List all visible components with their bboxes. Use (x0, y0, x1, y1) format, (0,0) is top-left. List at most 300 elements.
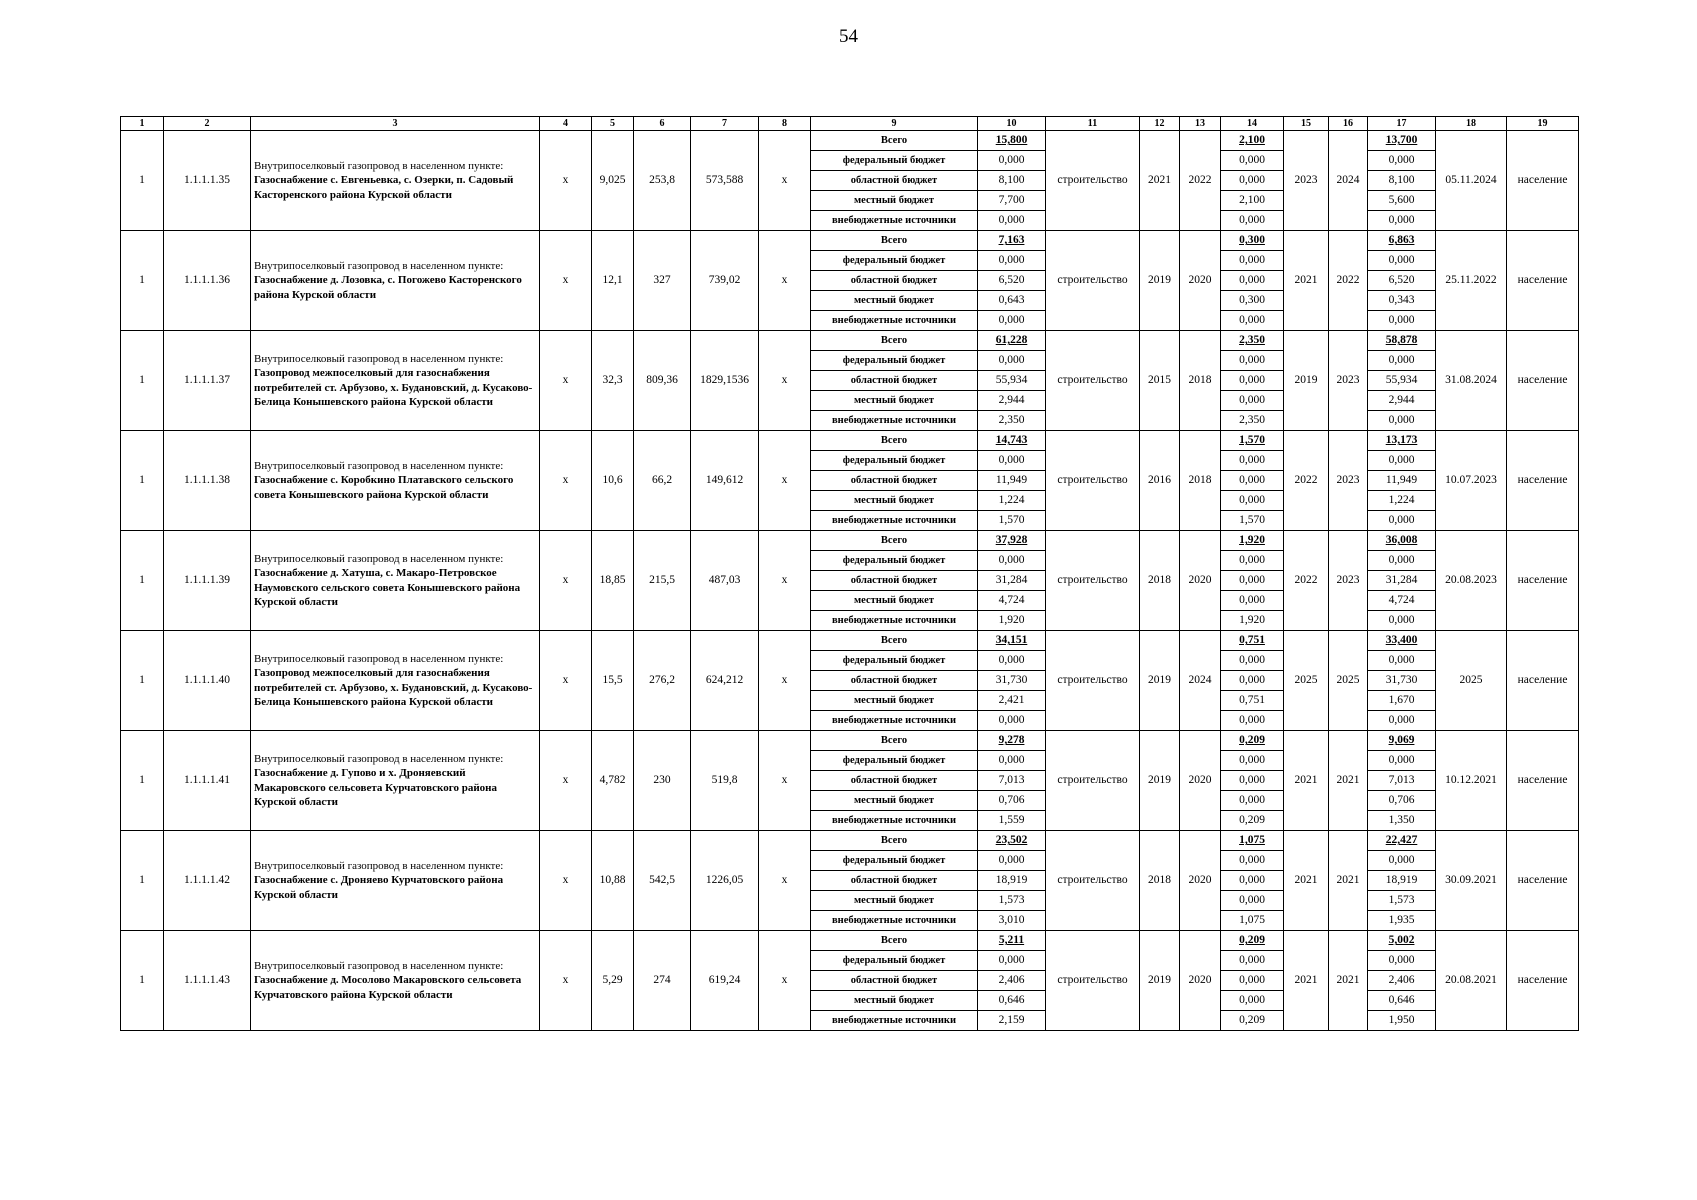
table-row (121, 631, 1579, 651)
cell-amount-col17: 0,646 (1368, 991, 1436, 1011)
cell-amount-col14: 1,075 (1221, 831, 1284, 851)
cell-funding-source: местный бюджет (811, 791, 978, 811)
cell-object-name (251, 131, 540, 231)
cell-total-amount: 11,949 (978, 471, 1046, 491)
cell-amount-col17: 31,730 (1368, 671, 1436, 691)
cell-index: 1 (121, 631, 164, 731)
cell-amount-col14: 1,075 (1221, 911, 1284, 931)
cell-total-amount: 2,406 (978, 971, 1046, 991)
cell-amount-col14: 2,350 (1221, 411, 1284, 431)
cell-amount-col14: 1,570 (1221, 431, 1284, 451)
cell-amount-col17: 0,000 (1368, 251, 1436, 271)
cell-col6: 274 (634, 931, 691, 1031)
cell-year-col15: 2019 (1284, 331, 1329, 431)
cell-funding-source: внебюджетные источники (811, 1011, 978, 1031)
cell-length: 4,782 (592, 731, 634, 831)
cell-funding-source: внебюджетные источники (811, 411, 978, 431)
cell-col7: 487,03 (691, 531, 759, 631)
cell-work-type: строительство (1046, 431, 1140, 531)
object-name-title: Газоснабжение д. Лозовка, с. Погожево Касторенского района Курской области (254, 274, 522, 301)
cell-total-amount: 0,643 (978, 291, 1046, 311)
cell-year-col16: 2022 (1329, 231, 1368, 331)
cell-beneficiary: население (1507, 731, 1579, 831)
cell-amount-col17: 0,000 (1368, 751, 1436, 771)
cell-amount-col14: 0,000 (1221, 571, 1284, 591)
cell-amount-col17: 0,000 (1368, 311, 1436, 331)
column-number-19: 19 (1507, 117, 1579, 131)
cell-completion-date: 20.08.2021 (1436, 931, 1507, 1031)
cell-funding-source: внебюджетные источники (811, 611, 978, 631)
object-name-lead: Внутрипоселковый газопровод в населенном пункте: (254, 752, 504, 765)
cell-amount-col14: 0,000 (1221, 751, 1284, 771)
cell-amount-col14: 0,000 (1221, 951, 1284, 971)
column-number-18: 18 (1436, 117, 1507, 131)
cell-year-col15: 2021 (1284, 831, 1329, 931)
cell-code: 1.1.1.1.43 (164, 931, 251, 1031)
cell-amount-col14: 0,300 (1221, 291, 1284, 311)
cell-total-amount: 31,284 (978, 571, 1046, 591)
cell-total-amount: 5,211 (978, 931, 1046, 951)
cell-funding-source: местный бюджет (811, 291, 978, 311)
cell-col7: 624,212 (691, 631, 759, 731)
cell-amount-col17: 6,520 (1368, 271, 1436, 291)
column-number-1: 1 (121, 117, 164, 131)
column-number-16: 16 (1329, 117, 1368, 131)
cell-funding-source: областной бюджет (811, 771, 978, 791)
cell-start-year: 2019 (1140, 231, 1180, 331)
cell-code: 1.1.1.1.39 (164, 531, 251, 631)
cell-length: 9,025 (592, 131, 634, 231)
cell-col8: х (759, 131, 811, 231)
cell-beneficiary: население (1507, 931, 1579, 1031)
cell-col4: х (540, 731, 592, 831)
column-number-5: 5 (592, 117, 634, 131)
cell-total-amount: 9,278 (978, 731, 1046, 751)
cell-end-year: 2024 (1180, 631, 1221, 731)
cell-year-col16: 2024 (1329, 131, 1368, 231)
object-name-title: Газоснабжение д. Гупово и х. Дроняевский Макаровского сельсовета Курчатовского района Курской области (254, 767, 497, 808)
cell-beneficiary: население (1507, 531, 1579, 631)
cell-amount-col17: 7,013 (1368, 771, 1436, 791)
cell-completion-date: 31.08.2024 (1436, 331, 1507, 431)
cell-col8: х (759, 231, 811, 331)
table-row (121, 331, 1579, 351)
cell-object-name (251, 231, 540, 331)
cell-work-type: строительство (1046, 831, 1140, 931)
cell-total-amount: 0,000 (978, 211, 1046, 231)
cell-total-amount: 7,700 (978, 191, 1046, 211)
cell-amount-col17: 4,724 (1368, 591, 1436, 611)
cell-amount-col17: 0,000 (1368, 451, 1436, 471)
cell-object-name (251, 731, 540, 831)
cell-funding-source: Всего (811, 231, 978, 251)
cell-total-amount: 3,010 (978, 911, 1046, 931)
cell-total-amount: 1,920 (978, 611, 1046, 631)
cell-col8: х (759, 731, 811, 831)
cell-amount-col14: 0,000 (1221, 711, 1284, 731)
cell-year-col15: 2022 (1284, 431, 1329, 531)
object-name-lead: Внутрипоселковый газопровод в населенном пункте: (254, 552, 504, 565)
cell-col6: 809,36 (634, 331, 691, 431)
cell-amount-col14: 0,000 (1221, 791, 1284, 811)
column-number-10: 10 (978, 117, 1046, 131)
cell-total-amount: 0,646 (978, 991, 1046, 1011)
cell-amount-col17: 13,700 (1368, 131, 1436, 151)
cell-amount-col14: 0,209 (1221, 931, 1284, 951)
cell-index: 1 (121, 431, 164, 531)
cell-completion-date: 2025 (1436, 631, 1507, 731)
cell-total-amount: 0,000 (978, 711, 1046, 731)
cell-year-col16: 2021 (1329, 831, 1368, 931)
cell-year-col15: 2021 (1284, 731, 1329, 831)
cell-funding-source: местный бюджет (811, 391, 978, 411)
cell-col4: х (540, 131, 592, 231)
cell-col4: х (540, 231, 592, 331)
cell-code: 1.1.1.1.35 (164, 131, 251, 231)
cell-beneficiary: население (1507, 831, 1579, 931)
cell-length: 18,85 (592, 531, 634, 631)
cell-funding-source: Всего (811, 631, 978, 651)
table-row (121, 531, 1579, 551)
cell-code: 1.1.1.1.36 (164, 231, 251, 331)
cell-funding-source: Всего (811, 731, 978, 751)
cell-object-name (251, 331, 540, 431)
cell-total-amount: 2,159 (978, 1011, 1046, 1031)
cell-completion-date: 10.12.2021 (1436, 731, 1507, 831)
cell-col4: х (540, 831, 592, 931)
cell-amount-col14: 0,209 (1221, 1011, 1284, 1031)
cell-total-amount: 14,743 (978, 431, 1046, 451)
cell-end-year: 2018 (1180, 431, 1221, 531)
cell-amount-col14: 0,000 (1221, 311, 1284, 331)
cell-col8: х (759, 531, 811, 631)
object-name-title: Газоснабжение с. Дроняево Курчатовского района Курской области (254, 874, 504, 901)
cell-amount-col14: 0,000 (1221, 371, 1284, 391)
column-number-3: 3 (251, 117, 540, 131)
object-name-lead: Внутрипоселковый газопровод в населенном пункте: (254, 652, 504, 665)
cell-col6: 327 (634, 231, 691, 331)
cell-year-col16: 2021 (1329, 731, 1368, 831)
cell-amount-col17: 2,406 (1368, 971, 1436, 991)
object-name-title: Газоснабжение д. Хатуша, с. Макаро-Петровское Наумовского сельского совета Конышевского района Курской области (254, 567, 521, 608)
cell-amount-col14: 2,100 (1221, 191, 1284, 211)
cell-col4: х (540, 331, 592, 431)
cell-total-amount: 1,570 (978, 511, 1046, 531)
cell-total-amount: 0,000 (978, 311, 1046, 331)
cell-beneficiary: население (1507, 431, 1579, 531)
cell-funding-source: федеральный бюджет (811, 451, 978, 471)
cell-col7: 573,588 (691, 131, 759, 231)
cell-amount-col17: 8,100 (1368, 171, 1436, 191)
cell-funding-source: Всего (811, 931, 978, 951)
column-number-8: 8 (759, 117, 811, 131)
cell-total-amount: 31,730 (978, 671, 1046, 691)
object-name-title: Газоснабжение д. Мосолово Макаровского сельсовета Курчатовского района Курской области (254, 974, 522, 1001)
object-name-lead: Внутрипоселковый газопровод в населенном пункте: (254, 160, 504, 173)
table-row (121, 231, 1579, 251)
cell-year-col16: 2025 (1329, 631, 1368, 731)
object-name-title: Газоснабжение с. Коробкино Платавского сельского совета Конышевского района Курской области (254, 474, 514, 501)
cell-end-year: 2020 (1180, 731, 1221, 831)
cell-total-amount: 61,228 (978, 331, 1046, 351)
cell-amount-col17: 5,600 (1368, 191, 1436, 211)
cell-total-amount: 1,573 (978, 891, 1046, 911)
cell-work-type: строительство (1046, 931, 1140, 1031)
cell-amount-col14: 0,000 (1221, 271, 1284, 291)
cell-object-name (251, 631, 540, 731)
cell-amount-col17: 0,000 (1368, 551, 1436, 571)
cell-length: 15,5 (592, 631, 634, 731)
cell-amount-col14: 0,751 (1221, 691, 1284, 711)
cell-amount-col14: 1,570 (1221, 511, 1284, 531)
cell-funding-source: местный бюджет (811, 891, 978, 911)
object-name-lead: Внутрипоселковый газопровод в населенном пункте: (254, 860, 504, 873)
column-number-15: 15 (1284, 117, 1329, 131)
cell-start-year: 2019 (1140, 731, 1180, 831)
table-row (121, 431, 1579, 451)
cell-end-year: 2018 (1180, 331, 1221, 431)
cell-funding-source: внебюджетные источники (811, 211, 978, 231)
cell-funding-source: внебюджетные источники (811, 711, 978, 731)
cell-amount-col17: 22,427 (1368, 831, 1436, 851)
cell-total-amount: 7,163 (978, 231, 1046, 251)
cell-total-amount: 7,013 (978, 771, 1046, 791)
object-name-lead: Внутрипоселковый газопровод в населенном пункте: (254, 960, 504, 973)
column-number-2: 2 (164, 117, 251, 131)
cell-end-year: 2020 (1180, 531, 1221, 631)
cell-amount-col14: 0,000 (1221, 671, 1284, 691)
cell-amount-col14: 0,751 (1221, 631, 1284, 651)
cell-amount-col17: 55,934 (1368, 371, 1436, 391)
cell-funding-source: местный бюджет (811, 591, 978, 611)
cell-amount-col14: 0,000 (1221, 891, 1284, 911)
cell-year-col16: 2023 (1329, 431, 1368, 531)
cell-col8: х (759, 931, 811, 1031)
cell-object-name (251, 831, 540, 931)
cell-funding-source: областной бюджет (811, 971, 978, 991)
cell-funding-source: внебюджетные источники (811, 511, 978, 531)
cell-index: 1 (121, 231, 164, 331)
object-name-title: Газопровод межпоселковый для газоснабжения потребителей ст. Арбузово, х. Будановский, д. Кусаково-Белица Конышевского района Курской области (254, 367, 533, 408)
cell-col8: х (759, 431, 811, 531)
cell-amount-col17: 0,343 (1368, 291, 1436, 311)
cell-amount-col17: 1,950 (1368, 1011, 1436, 1031)
cell-total-amount: 15,800 (978, 131, 1046, 151)
cell-year-col15: 2021 (1284, 231, 1329, 331)
cell-total-amount: 0,000 (978, 451, 1046, 471)
cell-code: 1.1.1.1.37 (164, 331, 251, 431)
cell-total-amount: 0,000 (978, 251, 1046, 271)
cell-col4: х (540, 531, 592, 631)
cell-year-col15: 2022 (1284, 531, 1329, 631)
cell-amount-col17: 0,000 (1368, 351, 1436, 371)
cell-amount-col14: 0,000 (1221, 591, 1284, 611)
cell-funding-source: федеральный бюджет (811, 751, 978, 771)
cell-year-col16: 2023 (1329, 331, 1368, 431)
object-name-title: Газоснабжение с. Евгеньевка, с. Озерки, п. Садовый Касторенского района Курской области (254, 174, 514, 201)
cell-funding-source: Всего (811, 431, 978, 451)
cell-start-year: 2015 (1140, 331, 1180, 431)
cell-col4: х (540, 931, 592, 1031)
cell-index: 1 (121, 731, 164, 831)
cell-col7: 619,24 (691, 931, 759, 1031)
cell-amount-col17: 0,000 (1368, 851, 1436, 871)
cell-beneficiary: население (1507, 131, 1579, 231)
cell-total-amount: 2,944 (978, 391, 1046, 411)
cell-total-amount: 1,224 (978, 491, 1046, 511)
cell-total-amount: 0,000 (978, 651, 1046, 671)
cell-start-year: 2019 (1140, 631, 1180, 731)
cell-beneficiary: население (1507, 331, 1579, 431)
column-number-12: 12 (1140, 117, 1180, 131)
cell-amount-col17: 18,919 (1368, 871, 1436, 891)
cell-code: 1.1.1.1.41 (164, 731, 251, 831)
cell-total-amount: 2,421 (978, 691, 1046, 711)
cell-funding-source: областной бюджет (811, 671, 978, 691)
cell-col6: 253,8 (634, 131, 691, 231)
cell-funding-source: областной бюджет (811, 271, 978, 291)
cell-total-amount: 0,000 (978, 951, 1046, 971)
cell-col6: 215,5 (634, 531, 691, 631)
column-number-11: 11 (1046, 117, 1140, 131)
cell-funding-source: федеральный бюджет (811, 851, 978, 871)
cell-amount-col14: 0,000 (1221, 451, 1284, 471)
cell-col8: х (759, 331, 811, 431)
cell-funding-source: областной бюджет (811, 171, 978, 191)
cell-start-year: 2021 (1140, 131, 1180, 231)
column-number-17: 17 (1368, 117, 1436, 131)
cell-total-amount: 6,520 (978, 271, 1046, 291)
cell-total-amount: 34,151 (978, 631, 1046, 651)
cell-amount-col17: 1,573 (1368, 891, 1436, 911)
object-name-lead: Внутрипоселковый газопровод в населенном пункте: (254, 352, 504, 365)
cell-work-type: строительство (1046, 131, 1140, 231)
cell-amount-col14: 2,350 (1221, 331, 1284, 351)
cell-code: 1.1.1.1.42 (164, 831, 251, 931)
cell-amount-col14: 0,000 (1221, 971, 1284, 991)
cell-length: 10,88 (592, 831, 634, 931)
cell-total-amount: 0,000 (978, 551, 1046, 571)
cell-col7: 1829,1536 (691, 331, 759, 431)
cell-amount-col14: 0,000 (1221, 551, 1284, 571)
page-number: 54 (839, 26, 858, 47)
cell-funding-source: внебюджетные источники (811, 911, 978, 931)
cell-amount-col17: 0,000 (1368, 211, 1436, 231)
cell-amount-col14: 0,000 (1221, 171, 1284, 191)
cell-completion-date: 25.11.2022 (1436, 231, 1507, 331)
cell-funding-source: федеральный бюджет (811, 651, 978, 671)
cell-amount-col14: 0,000 (1221, 991, 1284, 1011)
cell-total-amount: 4,724 (978, 591, 1046, 611)
cell-object-name (251, 531, 540, 631)
cell-start-year: 2019 (1140, 931, 1180, 1031)
column-number-row (121, 117, 1579, 131)
column-number-7: 7 (691, 117, 759, 131)
cell-amount-col14: 0,000 (1221, 251, 1284, 271)
cell-amount-col14: 0,300 (1221, 231, 1284, 251)
cell-year-col16: 2021 (1329, 931, 1368, 1031)
cell-funding-source: федеральный бюджет (811, 351, 978, 371)
cell-total-amount: 55,934 (978, 371, 1046, 391)
cell-amount-col17: 13,173 (1368, 431, 1436, 451)
cell-beneficiary: население (1507, 631, 1579, 731)
cell-amount-col14: 0,000 (1221, 491, 1284, 511)
cell-amount-col17: 1,224 (1368, 491, 1436, 511)
cell-work-type: строительство (1046, 331, 1140, 431)
cell-col7: 149,612 (691, 431, 759, 531)
table-body (121, 117, 1579, 1031)
cell-year-col16: 2023 (1329, 531, 1368, 631)
cell-col4: х (540, 431, 592, 531)
cell-amount-col17: 6,863 (1368, 231, 1436, 251)
cell-start-year: 2018 (1140, 531, 1180, 631)
cell-funding-source: Всего (811, 531, 978, 551)
cell-funding-source: местный бюджет (811, 691, 978, 711)
cell-col8: х (759, 631, 811, 731)
cell-amount-col17: 58,878 (1368, 331, 1436, 351)
cell-total-amount: 0,000 (978, 851, 1046, 871)
cell-work-type: строительство (1046, 631, 1140, 731)
cell-end-year: 2020 (1180, 831, 1221, 931)
cell-funding-source: Всего (811, 131, 978, 151)
cell-index: 1 (121, 931, 164, 1031)
cell-col7: 1226,05 (691, 831, 759, 931)
cell-funding-source: Всего (811, 331, 978, 351)
cell-index: 1 (121, 531, 164, 631)
cell-funding-source: областной бюджет (811, 471, 978, 491)
object-name-title: Газопровод межпоселковый для газоснабжения потребителей ст. Арбузово, х. Будановский, д. Кусаково-Белица Конышевского района Курской области (254, 667, 533, 708)
cell-end-year: 2022 (1180, 131, 1221, 231)
cell-object-name (251, 931, 540, 1031)
cell-amount-col17: 0,000 (1368, 151, 1436, 171)
cell-amount-col17: 0,000 (1368, 651, 1436, 671)
cell-year-col15: 2025 (1284, 631, 1329, 731)
cell-work-type: строительство (1046, 231, 1140, 331)
object-name-lead: Внутрипоселковый газопровод в населенном пункте: (254, 460, 504, 473)
cell-amount-col14: 0,000 (1221, 211, 1284, 231)
column-number-4: 4 (540, 117, 592, 131)
cell-funding-source: федеральный бюджет (811, 551, 978, 571)
cell-funding-source: федеральный бюджет (811, 951, 978, 971)
cell-funding-source: областной бюджет (811, 571, 978, 591)
cell-year-col15: 2021 (1284, 931, 1329, 1031)
cell-col6: 230 (634, 731, 691, 831)
cell-length: 32,3 (592, 331, 634, 431)
cell-amount-col17: 33,400 (1368, 631, 1436, 651)
cell-amount-col17: 31,284 (1368, 571, 1436, 591)
cell-amount-col14: 2,100 (1221, 131, 1284, 151)
cell-funding-source: областной бюджет (811, 371, 978, 391)
cell-work-type: строительство (1046, 731, 1140, 831)
cell-index: 1 (121, 831, 164, 931)
cell-col4: х (540, 631, 592, 731)
cell-col7: 739,02 (691, 231, 759, 331)
cell-length: 5,29 (592, 931, 634, 1031)
cell-amount-col17: 11,949 (1368, 471, 1436, 491)
cell-object-name (251, 431, 540, 531)
cell-total-amount: 23,502 (978, 831, 1046, 851)
cell-amount-col14: 0,000 (1221, 471, 1284, 491)
cell-funding-source: областной бюджет (811, 871, 978, 891)
cell-amount-col14: 0,000 (1221, 651, 1284, 671)
cell-amount-col17: 0,000 (1368, 711, 1436, 731)
cell-amount-col14: 0,000 (1221, 391, 1284, 411)
cell-amount-col17: 0,000 (1368, 951, 1436, 971)
cell-funding-source: федеральный бюджет (811, 151, 978, 171)
cell-col6: 66,2 (634, 431, 691, 531)
cell-completion-date: 20.08.2023 (1436, 531, 1507, 631)
cell-amount-col14: 1,920 (1221, 611, 1284, 631)
